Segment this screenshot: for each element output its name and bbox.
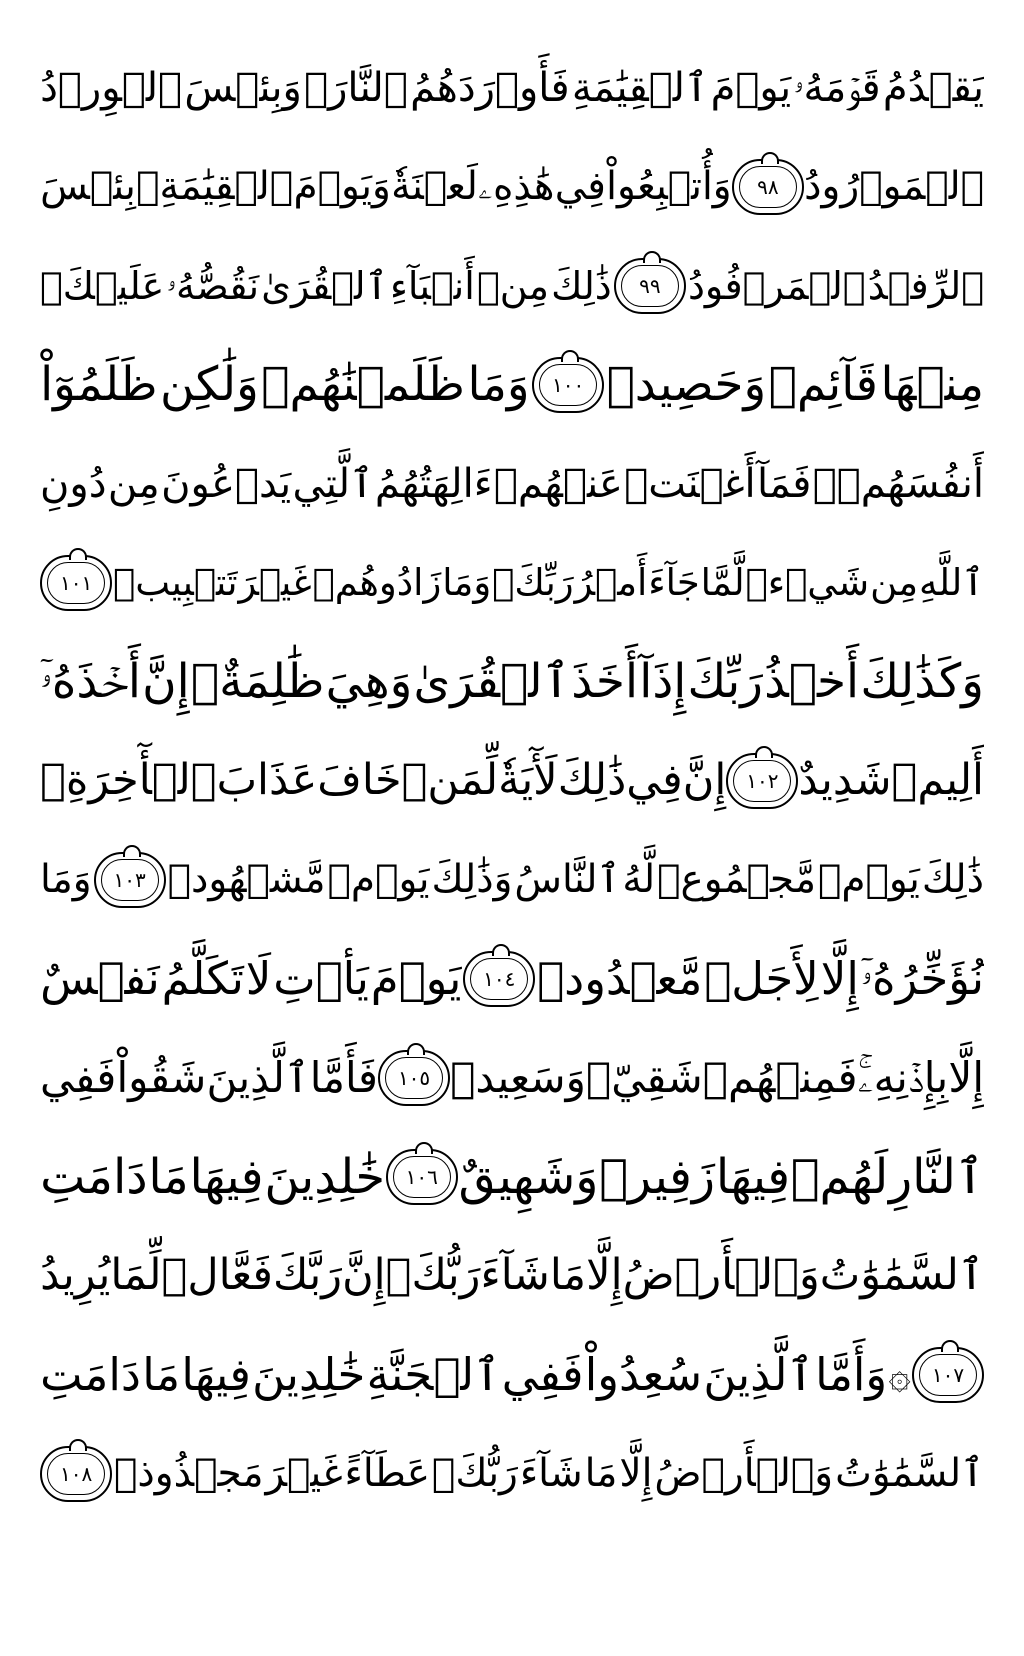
verse-word: ٱلَّذِينَ <box>703 1348 814 1401</box>
verse-word: وَهِيَ <box>325 654 413 709</box>
verse-word: ٱلۡوِرۡدُ <box>40 64 183 111</box>
verse-word: زَادُوهُمۡ <box>312 561 442 604</box>
verse-word: وَذَٰلِكَ <box>431 857 513 902</box>
verse-word: أَلِيمٞ <box>891 755 984 805</box>
verse-word: يَوۡمٞ <box>327 857 430 902</box>
verse-word: رَبُّكَۖ <box>431 1451 518 1496</box>
verse-word: فِيهَا <box>715 1148 791 1205</box>
verse-word: وَشَهِيقٌ <box>458 1148 599 1205</box>
verse-word: ٱلۡقُرَىٰ <box>413 654 571 709</box>
verse-word: غَيۡرَ <box>265 1451 343 1496</box>
verse-word: قَوۡمَهُۥ <box>793 64 881 111</box>
verse-word: مَا <box>584 1451 618 1496</box>
verse-word: قَآئِمٞ <box>768 357 878 412</box>
verse-word: رَبِّكَۖ <box>492 561 574 604</box>
verse-word: فَأَوۡرَدَهُمُ <box>410 64 570 111</box>
verse-word: مَا <box>142 1348 181 1401</box>
verse-word: ظَٰلِمَةٌۚ <box>190 654 325 709</box>
verse-word: نَقُصُّهُۥ <box>166 263 260 308</box>
verse-word: ٱلۡقُرَىٰ <box>261 263 388 308</box>
verse-word: ذَٰلِكَ <box>921 857 984 902</box>
verse-word: مِن <box>107 460 160 507</box>
verse-word: مَجۡذُوذٖ <box>114 1451 264 1496</box>
verse-word: شَآءَ <box>519 1451 583 1496</box>
verse-word: خَافَ <box>317 755 402 805</box>
verse-word: يَأۡتِ <box>273 952 369 1005</box>
verse-word: لَأٓيَةٗ <box>498 755 558 805</box>
verse-word: إِلَّا <box>619 1451 653 1496</box>
text-line <box>40 1127 984 1226</box>
verse-word: مَا <box>148 1148 189 1205</box>
verse-word: نَفۡسٌ <box>40 952 160 1005</box>
ayah-number-marker: ١٠١ <box>40 555 112 611</box>
verse-word: يَوۡمَ <box>370 952 462 1005</box>
verse-word: بِإِذۡنِهِۦۚ <box>857 1052 949 1102</box>
verse-word: ٱلَّتِي <box>292 460 374 507</box>
verse-word: فَمَآ <box>756 460 812 507</box>
verse-word: تَتۡبِيبٖ <box>112 561 238 604</box>
ayah-number-marker: ٩٨ <box>732 159 804 215</box>
verse-word: عَلَيۡكَۖ <box>40 263 165 308</box>
ayah-number-marker: ١٠٢ <box>726 753 798 809</box>
verse-word: ٱلۡمَرۡفُودُ <box>687 263 866 308</box>
verse-word: وَلَٰكِن <box>160 357 259 412</box>
verse-word: وَمَا <box>442 561 492 604</box>
verse-word: فِي <box>626 755 683 805</box>
verse-word: فِي <box>554 164 606 209</box>
verse-word: ٱللَّهِ <box>918 561 984 604</box>
verse-word: دُونِ <box>40 460 107 507</box>
ayah-number-marker: ١٠٧ <box>912 1347 984 1403</box>
verse-word: خَٰلِدِينَ <box>252 1348 366 1401</box>
text-line <box>40 434 984 533</box>
ayah-number-marker: ١٠٦ <box>386 1149 458 1205</box>
verse-word: إِلَّا <box>586 1250 623 1300</box>
verse-word: فَعَّالٞ <box>161 1250 273 1300</box>
verse-word: ٱلۡأٓخِرَةِۚ <box>40 755 217 805</box>
verse-word: لَهُمۡ <box>790 1148 889 1205</box>
text-line <box>40 533 984 632</box>
verse-word: فَمِنۡهُمۡ <box>702 1052 858 1102</box>
verse-word: عَطَآءً <box>344 1451 430 1496</box>
text-line <box>40 335 984 434</box>
verse-word: إِنَّ <box>682 755 727 805</box>
verse-word: مَّشۡهُودٞ <box>167 857 326 902</box>
verse-word: إِلَّا <box>948 1052 984 1102</box>
verse-word: لِأَجَلٖ <box>704 952 819 1005</box>
verse-word: شَيۡءٖ <box>745 561 870 604</box>
verse-word: لِّمَنۡ <box>401 755 499 805</box>
verse-word: وَمَا <box>40 857 92 902</box>
verse-word: ٱلنَّارِ <box>888 1148 984 1205</box>
verse-word: وَٱلۡأَرۡضُ <box>622 1250 820 1300</box>
verse-word: وَبِئۡسَ <box>184 64 302 111</box>
verse-word: عَنۡهُمۡ <box>493 460 623 507</box>
verse-word: ٱلَّذِينَ <box>206 1052 310 1102</box>
text-line <box>40 731 984 830</box>
verse-word: ظَلَمۡنَٰهُمۡ <box>261 357 465 412</box>
text-line <box>40 1325 984 1424</box>
text-line <box>40 38 984 137</box>
verse-word: فِيهَا <box>181 1348 251 1401</box>
verse-word: لَا <box>245 952 272 1005</box>
verse-word: ٱلنَّارَۖ <box>304 64 408 111</box>
verse-word: يَقۡدُمُ <box>882 64 984 111</box>
ayah-number-marker: ١٠٥ <box>378 1050 450 1106</box>
rub-el-hizb-icon: ۞ <box>888 1352 911 1397</box>
verse-word: رَبِّكَ <box>687 654 763 709</box>
verse-word: ٱلنَّاسُ <box>514 857 621 902</box>
verse-word: ٱلسَّمَٰوَٰتُ <box>835 1451 984 1496</box>
verse-word: مِنۡهَا <box>880 357 984 412</box>
verse-word: رَبَّكَ <box>273 1250 343 1300</box>
verse-word: ءَالِهَتُهُمُ <box>374 460 493 507</box>
text-line <box>40 830 984 929</box>
verse-word: مَّعۡدُودٖ <box>537 952 703 1005</box>
verse-word: إِنَّ <box>142 654 190 709</box>
verse-word: عَذَابَ <box>216 755 318 805</box>
verse-word: أَخۡذُ <box>764 654 860 709</box>
text-line <box>40 1028 984 1127</box>
text-line <box>40 137 984 236</box>
verse-word: فِيهَا <box>189 1148 264 1205</box>
verse-word: إِذَآ <box>639 654 687 709</box>
verse-word: أَنفُسَهُمۡۖ <box>812 460 984 507</box>
verse-word: زَفِيرٞ <box>599 1148 716 1205</box>
verse-word: ظَلَمُوٓاْ <box>40 357 158 412</box>
verse-word: وَمَا <box>467 357 530 412</box>
ayah-number-marker: ١٠٨ <box>40 1446 112 1502</box>
verse-word: مَا <box>549 1250 587 1300</box>
verse-word: تَكَلَّمُ <box>161 952 244 1005</box>
verse-word: فَأَمَّا <box>309 1052 378 1102</box>
verse-word: وَحَصِيدٞ <box>606 357 767 412</box>
verse-word: وَأَمَّا <box>815 1348 888 1401</box>
verse-word: نُؤَخِّرُهُۥٓ <box>860 952 984 1005</box>
verse-word: فَفِي <box>501 1348 584 1401</box>
text-line <box>40 236 984 335</box>
verse-word: يَوۡمَ <box>710 64 792 111</box>
verse-word: أَخَذَ <box>571 654 639 709</box>
verse-word: وَيَوۡمَ <box>293 164 391 209</box>
verse-word: ٱلرِّفۡدُ <box>867 263 984 308</box>
verse-word: وَكَذَٰلِكَ <box>860 654 984 709</box>
verse-word: لَّمَّا <box>700 561 745 604</box>
text-line <box>40 1226 984 1325</box>
verse-word: أَمۡرُ <box>574 561 648 604</box>
text-line <box>40 929 984 1028</box>
verse-word: شَآءَ <box>480 1250 550 1300</box>
verse-word: أَخۡذَهُۥٓ <box>40 654 141 709</box>
verse-word: سُعِدُواْ <box>584 1348 703 1401</box>
verse-word: خَٰلِدِينَ <box>264 1148 385 1205</box>
verse-word: وَأُتۡبِعُواْ <box>606 164 732 209</box>
verse-word: يَوۡمٞ <box>817 857 920 902</box>
verse-word: يُرِيدُ <box>40 1250 111 1300</box>
text-line <box>40 632 984 731</box>
verse-word: يَدۡعُونَ <box>161 460 292 507</box>
verse-word: جَآءَ <box>648 561 700 604</box>
verse-word: دَامَتِ <box>40 1348 141 1401</box>
ayah-number-marker: ١٠٠ <box>532 357 604 413</box>
ayah-number-marker: ١٠٤ <box>463 951 535 1007</box>
text-line <box>40 1424 984 1523</box>
verse-word: هَٰذِهِۦ <box>478 164 555 209</box>
verse-word: غَيۡرَ <box>238 561 312 604</box>
verse-word: شَقُواْ <box>116 1052 207 1102</box>
verse-word: رَبُّكَۚ <box>385 1250 481 1300</box>
ayah-number-marker: ١٠٣ <box>94 852 166 908</box>
ayah-number-marker: ٩٩ <box>614 258 686 314</box>
verse-word: وَسَعِيدٞ <box>450 1052 586 1102</box>
verse-word: مِنۡ <box>476 263 550 308</box>
verse-word: شَدِيدٌ <box>798 755 892 805</box>
verse-word: لَّهُ <box>622 857 656 902</box>
verse-word: ٱلۡقِيَٰمَةِ <box>571 64 709 111</box>
verse-word: مَّجۡمُوعٞ <box>657 857 816 902</box>
verse-word: إِلَّا <box>820 952 859 1005</box>
verse-word: ٱلۡجَنَّةِ <box>366 1348 501 1401</box>
verse-word: ٱلسَّمَٰوَٰتُ <box>819 1250 984 1300</box>
verse-word: بِئۡسَ <box>40 164 136 209</box>
verse-word: وَٱلۡأَرۡضُ <box>654 1451 834 1496</box>
verse-word: أَنۢبَآءِ <box>389 263 475 308</box>
verse-word: ٱلۡمَوۡرُودُ <box>804 164 984 209</box>
verse-word: شَقِيّٞ <box>586 1052 703 1102</box>
verse-word: ٱلۡقِيَٰمَةِۚ <box>136 164 294 209</box>
verse-word: دَامَتِ <box>40 1148 148 1205</box>
verse-word: فَفِي <box>40 1052 117 1102</box>
verse-word: مِن <box>870 561 919 604</box>
verse-word: إِنَّ <box>342 1250 386 1300</box>
verse-word: أَغۡنَتۡ <box>624 460 756 507</box>
verse-word: لَعۡنَةٗ <box>391 164 478 209</box>
verse-word: ذَٰلِكَ <box>557 755 627 805</box>
verse-word: لِّمَا <box>110 1250 162 1300</box>
verse-word: ذَٰلِكَ <box>551 263 612 308</box>
